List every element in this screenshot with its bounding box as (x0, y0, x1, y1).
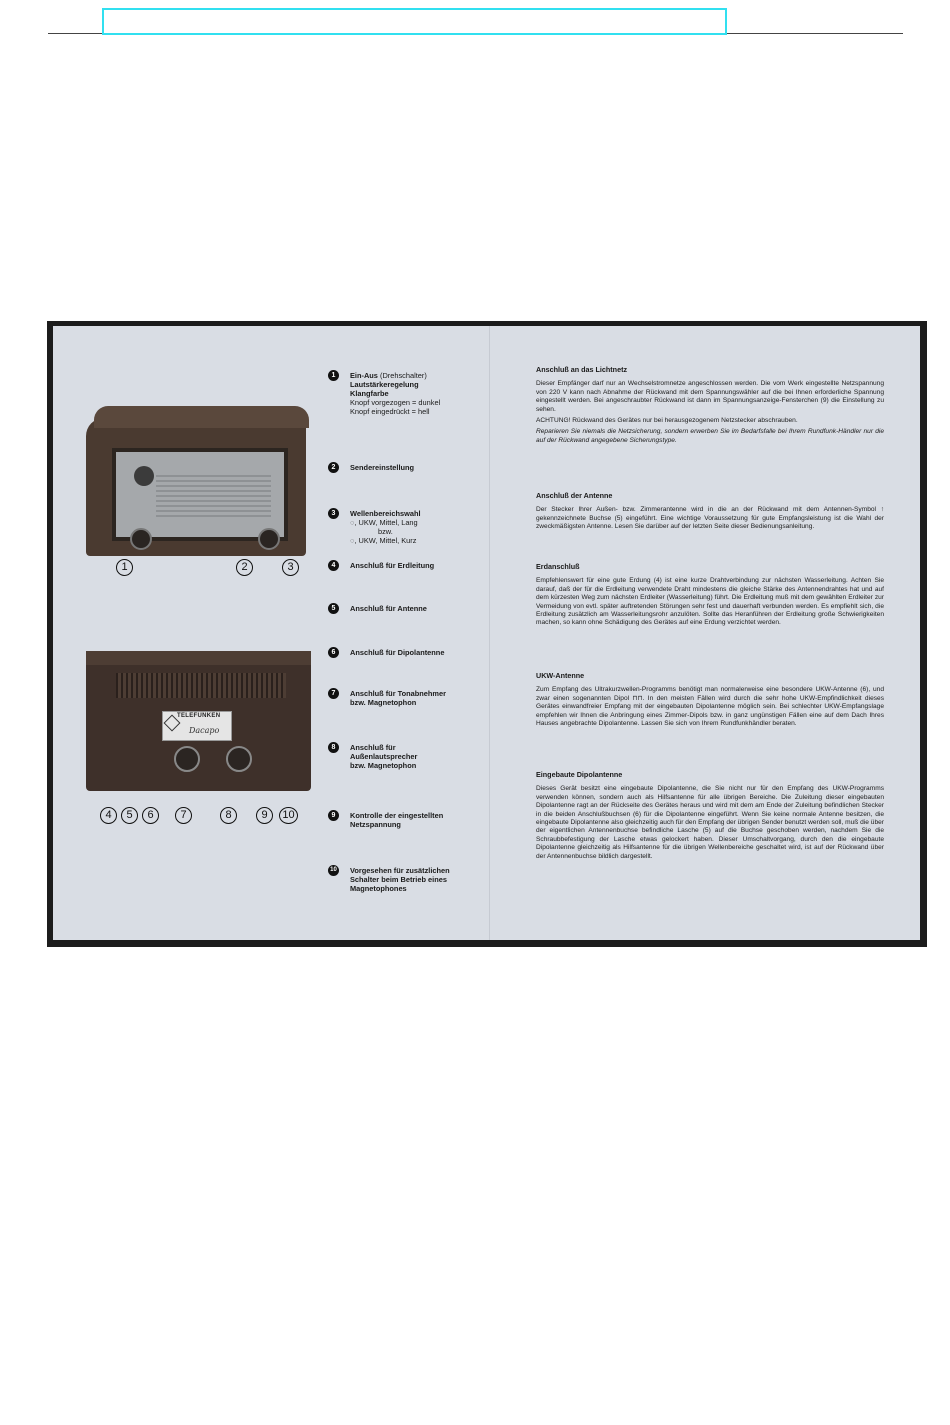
callout-3: 3 (282, 559, 299, 576)
legend-title: Anschluß für Tonabnehmer (350, 689, 446, 698)
callout-10: 10 (279, 807, 298, 824)
legend-title: Außenlautsprecher (350, 752, 418, 761)
ventilation-slots (116, 673, 286, 698)
legend-title: Wellenbereichswahl (350, 509, 421, 518)
legend-sub: ◌, UKW, Mittel, Lang (350, 518, 418, 527)
section-lichtnetz (536, 366, 884, 448)
callout-1: 1 (116, 559, 133, 576)
socket-left (174, 746, 200, 772)
legend-sub: ◌, UKW, Mittel, Kurz (350, 536, 417, 545)
section-paragraph: ACHTUNG! Rückwand des Gerätes nur bei herausgezogenem Netzstecker abschrauben. (536, 417, 798, 425)
legend-title: Kontrolle der eingestellten (350, 811, 444, 820)
legend-number: 7 (328, 688, 339, 699)
section-paragraph: Reparieren Sie niemals die Netzsicherung, sondern erwerben Sie im Bedarfsfalle bei Ihrem Rundfunk-Händler nur die auf der Rückwand angegebene Sicherungstype. (536, 428, 884, 444)
legend-title: Anschluß für Antenne (350, 604, 427, 613)
type-plate (162, 711, 232, 741)
legend-sub: bzw. (378, 527, 393, 536)
legend-number: 5 (328, 603, 339, 614)
callout-4: 4 (100, 807, 117, 824)
socket-right (226, 746, 252, 772)
section-dipolantenne (536, 771, 884, 864)
callout-5: 5 (121, 807, 138, 824)
legend-number: 6 (328, 647, 339, 658)
plate-brand: TELEFUNKEN (177, 713, 221, 719)
radio-back-illustration (86, 651, 311, 791)
legend-title: Ein-Aus (350, 371, 378, 380)
plate-model: Dacapo (189, 726, 220, 735)
section-paragraph: Dieser Empfänger darf nur an Wechselstromnetze angeschlossen werden. Die vom Werk eingestellte Netzspannung von 220 V kann nach Abnahme der Rückwand mit dem Spannungswähler auf die bei Ihnen erforderliche Spannung eingestellt werden. Bei angeschraubter Rückwand ist dann im Spannungsanzeige-Fensterchen (9) die Einstellung zu sehen. (536, 380, 884, 413)
legend-title: Anschluß für Dipolantenne (350, 648, 445, 657)
section-antenne (536, 492, 884, 535)
callout-7: 7 (175, 807, 192, 824)
right-knob (258, 528, 280, 550)
legend-title: Vorgesehen für zusätzlichen (350, 866, 450, 875)
legend-title: Anschluß für (350, 743, 396, 752)
section-erdanschluss (536, 563, 884, 631)
radio-front-illustration (86, 406, 311, 556)
title-field[interactable] (102, 8, 727, 35)
legend-line: Klangfarbe (350, 389, 389, 398)
legend-number: 9 (328, 810, 339, 821)
callout-6: 6 (142, 807, 159, 824)
legend-line: Lautstärkeregelung (350, 380, 419, 389)
left-knob (130, 528, 152, 550)
callout-9: 9 (256, 807, 273, 824)
legend-title: Anschluß für Erdleitung (350, 561, 435, 570)
section-paragraph: Empfehlenswert für eine gute Erdung (4) ist eine kurze Drahtverbindung zur nächsten Wasserleitung. Achten Sie darauf, daß der für die Erdleitung verwendete Draht mindestens die gleiche Stärke des Antennendrahtes hat und auf dem kürzesten Weg zum nächsten Erdleiter (Wasserleitung) führt. Die Erdleitung muß mit dem gewählten Erdleiter zur Vermeidung von evtl. später auftretenden Störungen sehr fest und dauerhaft verbunden werden. Es empfiehlt sich, die Erdleitung zusätzlich am Wasserleitungsrohr anzulöten. Sollte das Heranführen der Erdleitung große Schwierigkeiten machen, so kann ohne Schädigung des Gerätes auf eine Erdung verzichtet werden. (536, 577, 884, 627)
section-ukw-antenne (536, 672, 884, 731)
section-paragraph: Zum Empfang des Ultrakurzwellen-Programms benötigt man normalerweise eine besondere UKW-Antenne (6), und zwar einen sogenannten Dipol ⊓⊓. In den meisten Fällen wird durch die sehr hohe UKW-Empfindlichkeit dieses Gerätes einwandfreier Empfang mit der eingebauten Dipolantenne möglich sein. Bei schlechter UKW-Empfangslage empfehlen wir Ihnen die Anbringung eines Zimmer-Dipols bzw. in ganz ungünstigen Fällen eine auf dem Dach Ihres Hauses angebrachte Dipolantenne. Lassen Sie sich von Ihrem Rundfunkhändler beraten. (536, 686, 884, 728)
legend-number: 10 (328, 865, 339, 876)
section-heading: UKW-Antenne (536, 671, 585, 680)
legend-number: 4 (328, 560, 339, 571)
scanned-page (47, 321, 927, 947)
legend-title: bzw. Magnetophon (350, 698, 417, 707)
legend-number: 2 (328, 462, 339, 473)
legend-sub: Knopf eingedrückt = hell (350, 407, 430, 416)
legend-title: bzw. Magnetophon (350, 761, 417, 770)
radio-top (94, 406, 309, 428)
legend-title: Magnetophones (350, 884, 407, 893)
legend-title: Sendereinstellung (350, 463, 415, 472)
legend-number: 1 (328, 370, 339, 381)
back-top-edge (86, 651, 311, 665)
callout-2: 2 (236, 559, 253, 576)
legend-number: 3 (328, 508, 339, 519)
legend-sub: Knopf vorgezogen = dunkel (350, 398, 441, 407)
legend-title: Netzspannung (350, 820, 401, 829)
section-heading: Erdanschluß (536, 562, 580, 571)
legend-note: (Drehschalter) (379, 371, 427, 380)
manual-spread (53, 326, 920, 940)
section-paragraph: Dieses Gerät besitzt eine eingebaute Dipolantenne, die Sie nicht nur für den Empfang des UKW-Programms verwenden können, sondern auch als Hilfsantenne für alle übrigen Bereiche. Die Zuleitung dieser eingebauten Dipolantenne ragt an der Rückseite des Gerätes heraus und wird mit dem am Ende der Zuleitung befindlichen Stecker in die beiden Anschlußbuchsen (6) für die Dipolantenne eingeführt. Wenn Sie keine normale Antenne besitzen, die eingebaute Dipolantenne also gleichzeitig auch für den Empfang der übrigen Sender benutzt werden soll, muß die über der eigentlichen Antennenbuchse befindliche Lasche (5) auf die Buchse geschoben werden, nachdem Sie die Schraubbefestigung der Lasche etwas gelockert haben. Dieser Umschaltvorgang, durch den die eingebaute Dipolantenne gleichzeitig als Hilfsantenne für die übrigen Wellenbereiche geschaltet wird, ist auf der Rückwand über der Antennenbuchse bildlich dargestellt. (536, 785, 884, 860)
section-paragraph: Der Stecker Ihrer Außen- bzw. Zimmerantenne wird in die an der Rückwand mit dem Antennen-Symbol ↑ gekennzeichnete Buchse (5) eingeführt. Eine wichtige Voraussetzung für gute Empfangsleistung ist die Wahl der zweckmäßigsten Antenne. Lesen Sie darüber auf der letzten Seite dieser Bedienungsanleitung. (536, 506, 884, 531)
tuning-eye (134, 466, 154, 486)
radio-cabinet (86, 418, 306, 556)
section-heading: Anschluß der Antenne (536, 491, 613, 500)
grille-pattern (156, 472, 271, 517)
page-fold (489, 326, 490, 940)
callout-8: 8 (220, 807, 237, 824)
section-heading: Anschluß an das Lichtnetz (536, 365, 628, 374)
legend-title: Schalter beim Betrieb eines (350, 875, 447, 884)
section-heading: Eingebaute Dipolantenne (536, 770, 623, 779)
radio-grille (112, 448, 288, 541)
legend-number: 8 (328, 742, 339, 753)
